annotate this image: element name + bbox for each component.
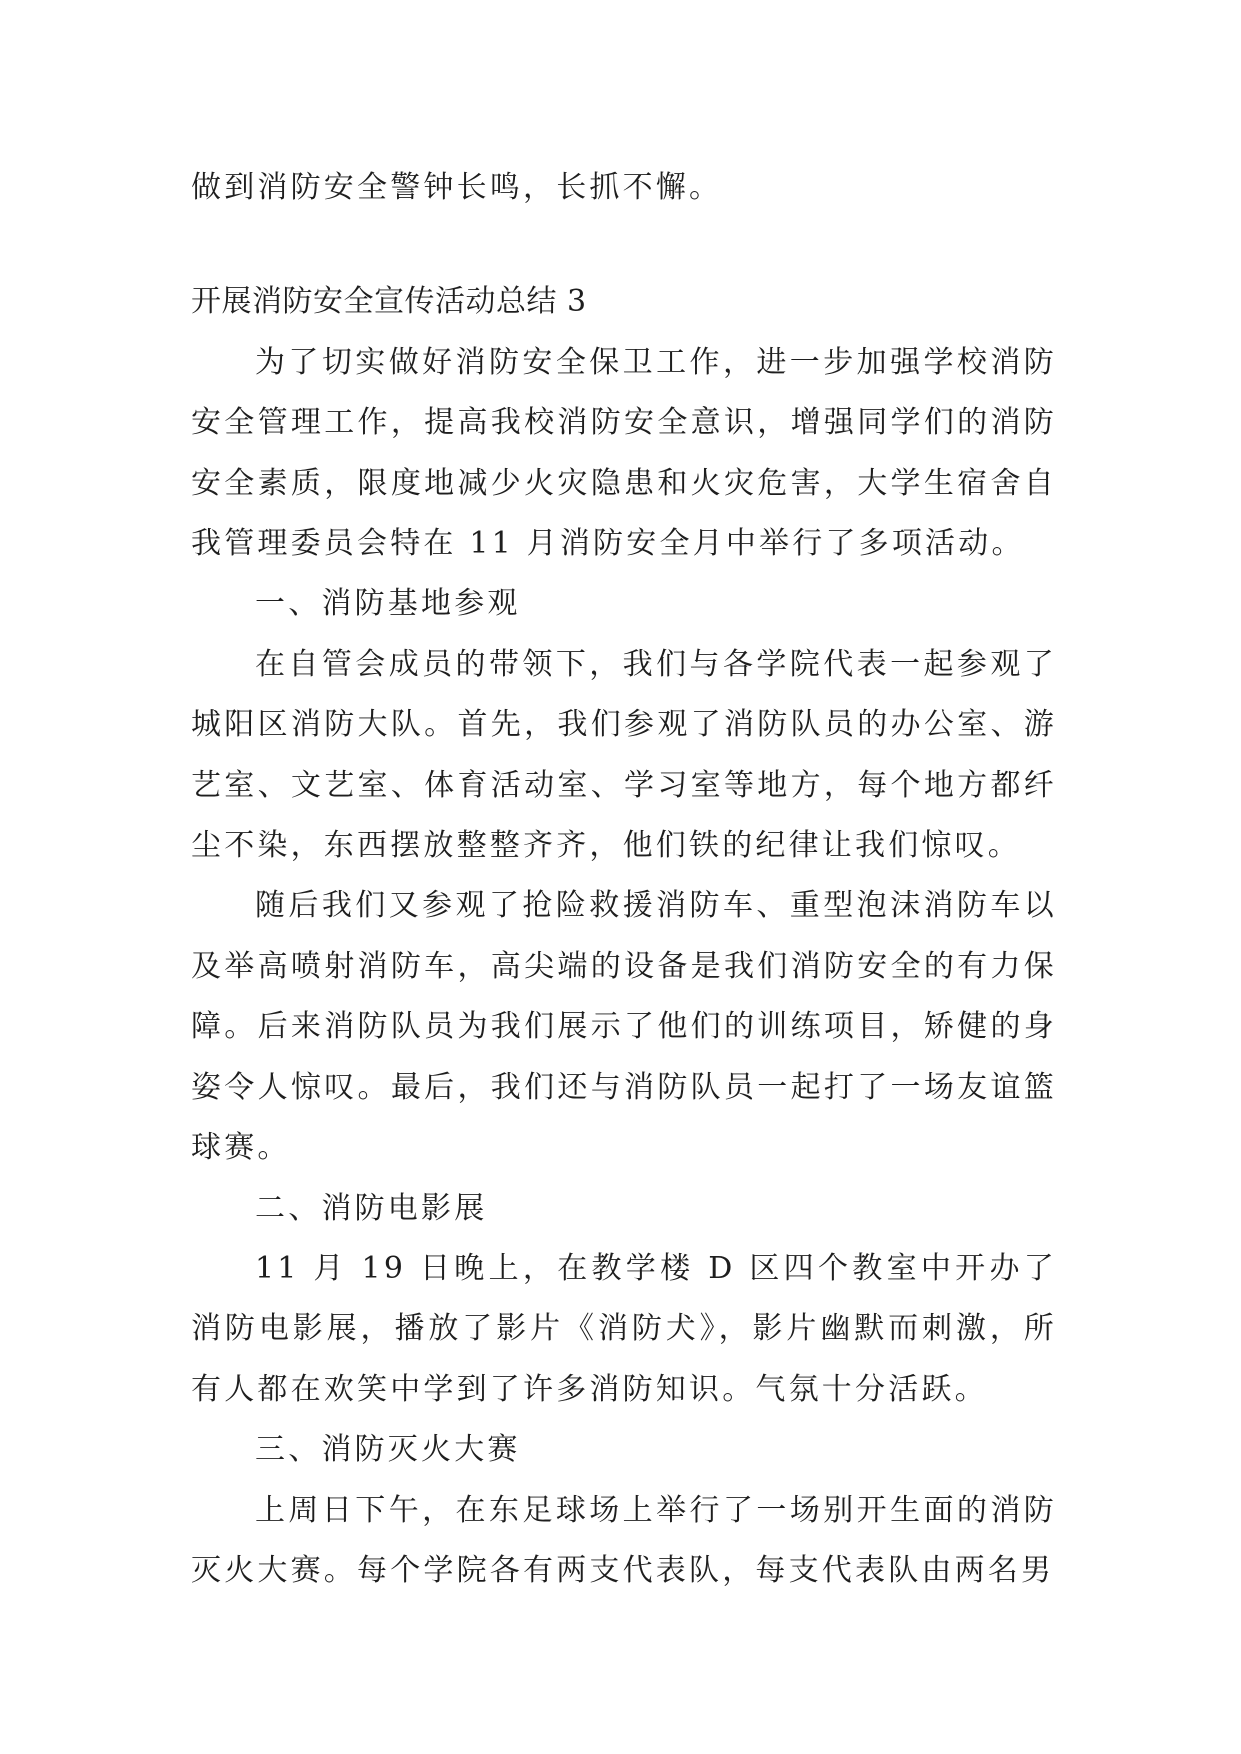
intro-paragraph: 为了切实做好消防安全保卫工作，进一步加强学校消防安全管理工作，提高我校消防安全意识，增强同学们的消防安全素质，限度地减少火灾隐患和火灾危害，大学生宿舍自我管理委员会特在 11 月消防安全月中举行了多项活动。: [191, 344, 1057, 562]
firefighting-contest-paragraph: 上周日下午，在东足球场上举行了一场别开生面的消防灭火大赛。每个学院各有两支代表队，每支代表队由两名男: [191, 1492, 1057, 1588]
heading-site-visit: 一、消防基地参观: [255, 586, 521, 622]
continued-paragraph: 做到消防安全警钟长鸣，长抓不懈。: [191, 170, 723, 205]
site-visit-paragraph: 在自管会成员的带领下，我们与各学院代表一起参观了城阳区消防大队。首先，我们参观了消防队员的办公室、游艺室、文艺室、体育活动室、学习室等地方，每个地方都纤尘不染，东西摆放整整齐齐，他们铁的纪律让我们惊叹。: [191, 646, 1057, 864]
heading-firefighting-contest: 三、消防灭火大赛: [255, 1432, 521, 1468]
film-show-paragraph: 11 月 19 日晚上，在教学楼 D 区四个教室中开办了消防电影展，播放了影片《消防犬》，影片幽默而刺激，所有人都在欢笑中学到了许多消防知识。气氛十分活跃。: [191, 1250, 1057, 1407]
document-body: [191, 158, 1057, 1601]
section-title: 开展消防安全宣传活动总结 3: [191, 284, 587, 320]
site-visit-paragraph-2: 随后我们又参观了抢险救援消防车、重型泡沫消防车以及举高喷射消防车，高尖端的设备是我们消防安全的有力保障。后来消防队员为我们展示了他们的训练项目，矫健的身姿令人惊叹。最后，我们还与消防队员一起打了一场友谊篮球赛。: [191, 888, 1057, 1166]
paragraph-gap: [191, 218, 1057, 272]
heading-film-show: 二、消防电影展: [255, 1190, 488, 1226]
